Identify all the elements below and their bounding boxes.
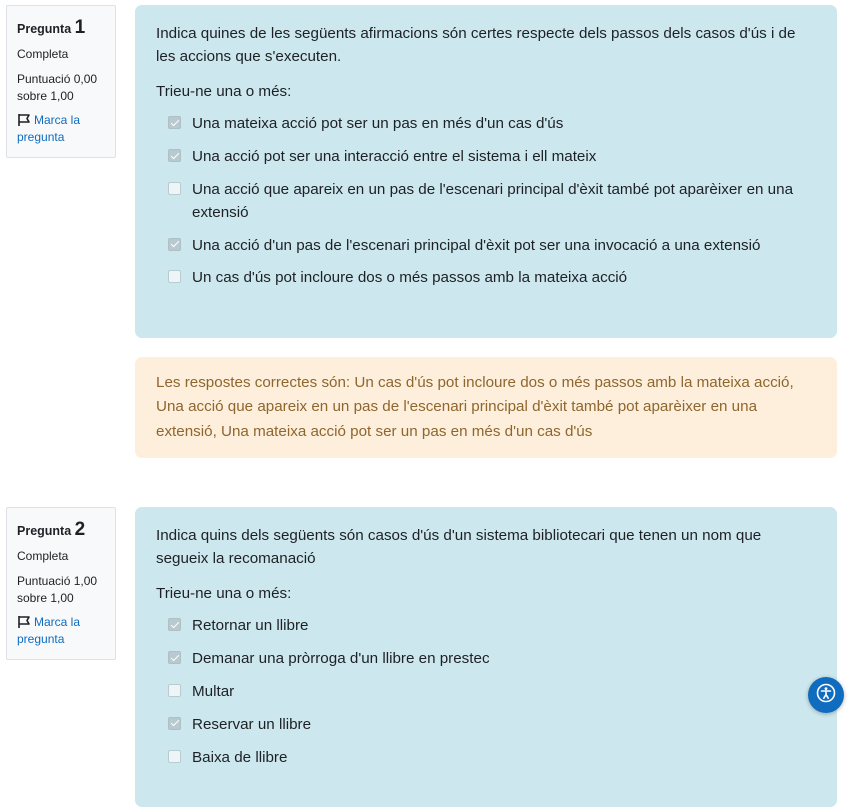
answer-checkbox[interactable] <box>168 750 181 763</box>
question-number: Pregunta 1 <box>17 17 86 38</box>
answer-checkbox[interactable] <box>168 717 181 730</box>
answer-option[interactable] <box>156 146 817 169</box>
answer-option[interactable] <box>156 179 817 225</box>
answer-checkbox[interactable] <box>168 651 181 664</box>
flag-question-link[interactable]: Marca la pregunta <box>17 112 81 145</box>
answer-option[interactable] <box>156 648 817 671</box>
question-state: Completa <box>17 46 69 61</box>
accessibility-button[interactable] <box>808 677 844 713</box>
answer-option-label: Demanar una pròrroga d'un llibre en prestec <box>192 650 490 668</box>
question-grade: Puntuació 1,00 sobre 1,00 <box>17 573 98 606</box>
answer-option-label: Una acció pot ser una interacció entre el sistema i ell mateix <box>192 148 597 166</box>
flag-question-link[interactable]: Marca la pregunta <box>17 614 81 647</box>
answer-checkbox[interactable] <box>168 238 181 251</box>
answer-option-label: Una acció d'un pas de l'escenari principal d'èxit pot ser una invocació a una extensió <box>192 236 761 254</box>
answer-prompt: Trieu-ne una o més: <box>156 82 292 100</box>
question-1-content <box>135 5 837 338</box>
answer-checkbox[interactable] <box>168 182 181 195</box>
answer-checkbox[interactable] <box>168 149 181 162</box>
answer-options <box>156 615 817 769</box>
answer-option[interactable] <box>156 747 817 770</box>
correct-answer-feedback: Les respostes correctes són: Un cas d'ús pot incloure dos o més passos amb la mateixa acció, Una acció que apareix en un pas de l'escenari principal d'èxit també pot aparèixer en una extensió, Una mateixa acció pot ser un pas en més d'un cas d'ús <box>135 357 837 458</box>
answer-option[interactable] <box>156 714 817 737</box>
answer-option[interactable] <box>156 235 817 258</box>
answer-option-label: Reservar un llibre <box>192 715 312 733</box>
question-2-content <box>135 507 837 807</box>
question-1-info <box>6 5 116 158</box>
answer-option-label: Multar <box>192 682 235 700</box>
question-2-info <box>6 507 116 660</box>
question-grade: Puntuació 0,00 sobre 1,00 <box>17 71 98 104</box>
accessibility-icon <box>816 683 836 708</box>
answer-option[interactable] <box>156 615 817 638</box>
answer-option-label: Una acció que apareix en un pas de l'escenari principal d'èxit també pot aparèixer en una extensió <box>192 180 794 221</box>
answer-option-label: Baixa de llibre <box>192 748 288 766</box>
answer-option[interactable] <box>156 681 817 704</box>
answer-prompt: Trieu-ne una o més: <box>156 584 292 602</box>
question-text: Indica quines de les següents afirmacions són certes respecte dels passos dels casos d'ús i de les accions que s'executen. <box>156 25 796 65</box>
question-text: Indica quins dels següents són casos d'ús d'un sistema bibliotecari que tenen un nom que segueix la recomanació <box>156 527 762 567</box>
flag-icon <box>17 113 34 127</box>
flag-icon <box>17 615 34 629</box>
answer-option-label: Retornar un llibre <box>192 617 309 635</box>
answer-option[interactable] <box>156 113 817 136</box>
answer-checkbox[interactable] <box>168 684 181 697</box>
answer-options <box>156 113 817 290</box>
answer-checkbox[interactable] <box>168 618 181 631</box>
answer-checkbox[interactable] <box>168 270 181 283</box>
answer-checkbox[interactable] <box>168 116 181 129</box>
answer-option-label: Un cas d'ús pot incloure dos o més passos amb la mateixa acció <box>192 269 628 287</box>
question-state: Completa <box>17 548 69 563</box>
answer-option[interactable] <box>156 267 817 290</box>
answer-option-label: Una mateixa acció pot ser un pas en més d'un cas d'ús <box>192 115 564 133</box>
question-number: Pregunta 2 <box>17 519 86 540</box>
